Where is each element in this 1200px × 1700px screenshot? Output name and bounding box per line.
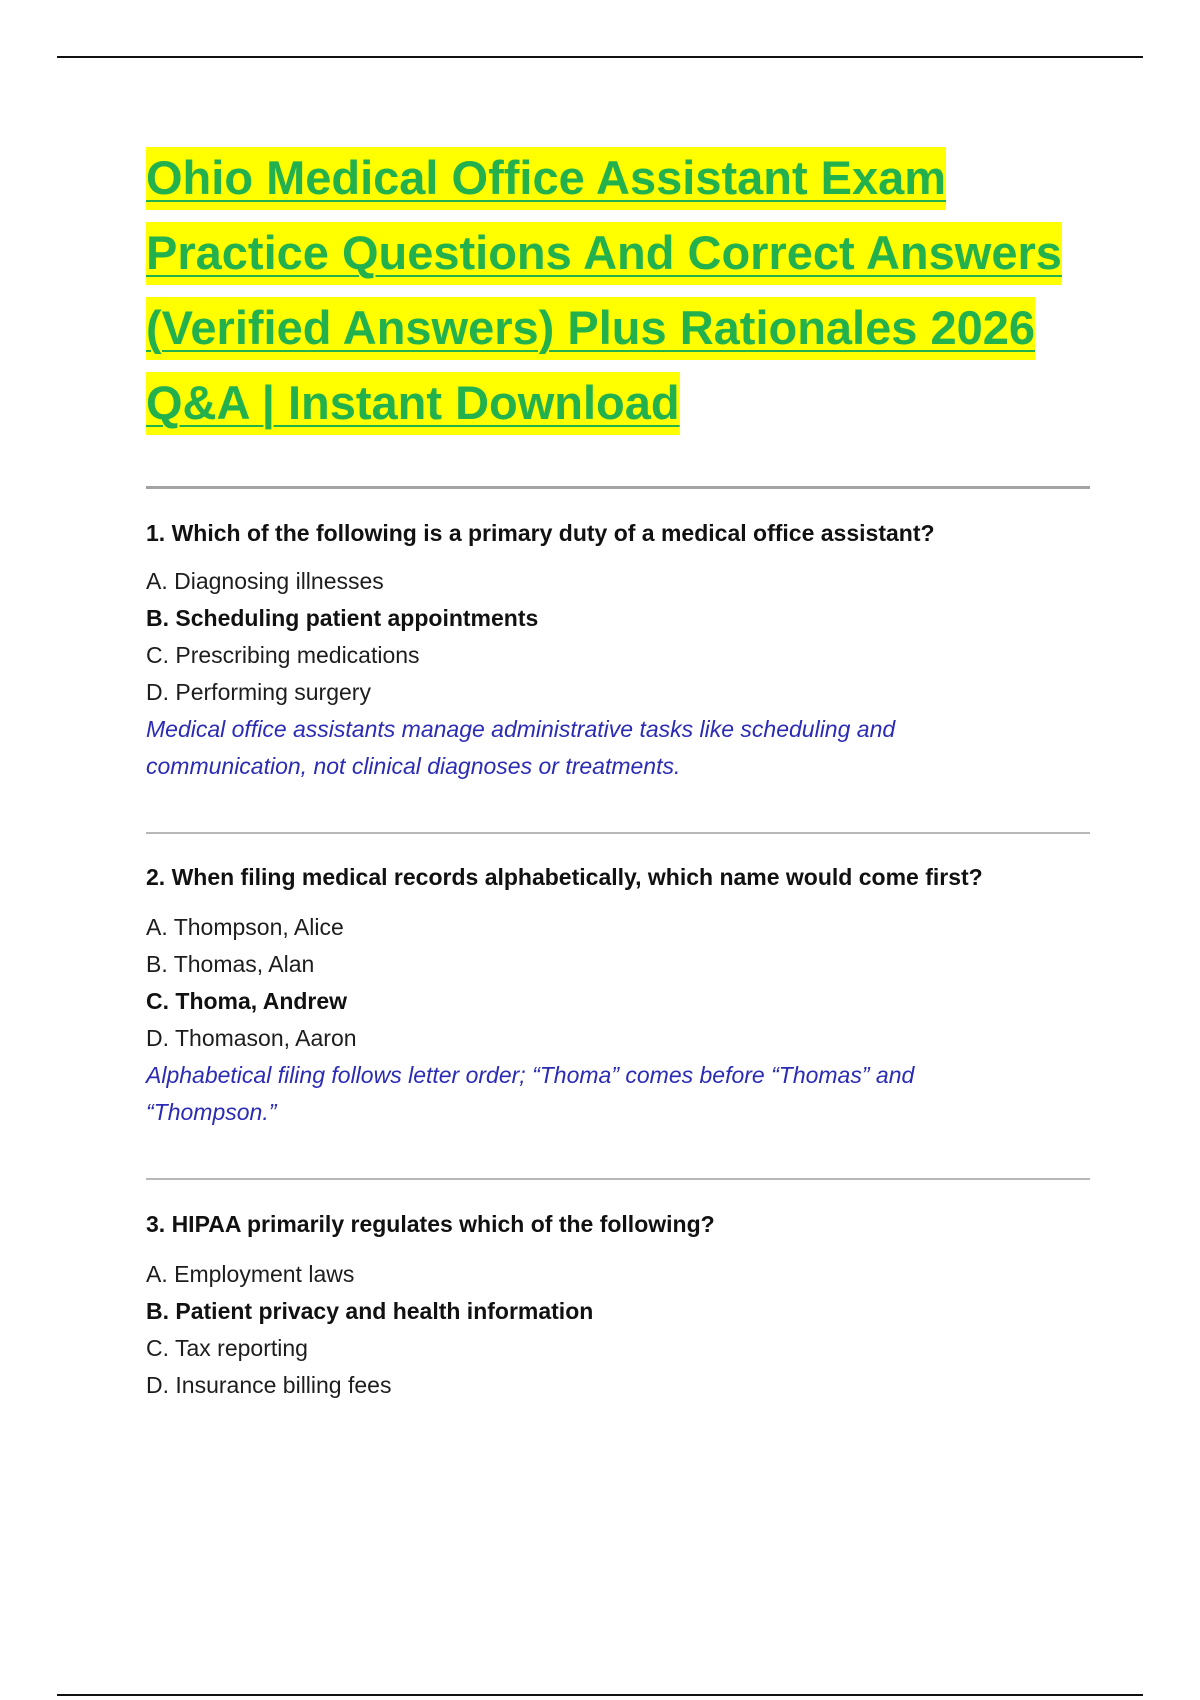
question-block-2 [146,832,1090,1131]
page-top-rule [57,56,1143,58]
answer-option: A. Diagnosing illnesses [146,568,384,594]
document-header [146,140,1090,440]
title-line: Ohio Medical Office Assistant Exam [146,147,946,210]
answer-option: D. Performing surgery [146,679,371,705]
answer-option: B. Thomas, Alan [146,951,315,977]
title-line: Q&A | Instant Download [146,372,680,435]
section-divider [146,832,1090,834]
question-prompt: 1. Which of the following is a primary duty of a medical office assistant? [146,520,935,546]
rationale-line: “Thompson.” [146,1099,277,1125]
answer-option-correct: B. Patient privacy and health information [146,1298,594,1324]
answer-option: D. Thomason, Aaron [146,1025,357,1051]
question-prompt: 2. When filing medical records alphabetically, which name would come first? [146,864,983,890]
answer-option: A. Employment laws [146,1261,355,1287]
answer-options [146,563,1090,711]
question-block-1 [146,486,1090,785]
page-bottom-rule [57,1694,1143,1696]
answer-option: C. Tax reporting [146,1335,308,1361]
rationale-line: Alphabetical filing follows letter order; “Thoma” comes before “Thomas” and [146,1062,915,1088]
answer-option-correct: B. Scheduling patient appointments [146,605,539,631]
question-block-3 [146,1178,1090,1404]
title-line: Practice Questions And Correct Answers [146,222,1062,285]
answer-options [146,1256,1090,1404]
answer-option: A. Thompson, Alice [146,914,344,940]
answer-option: C. Prescribing medications [146,642,420,668]
answer-option: D. Insurance billing fees [146,1372,392,1398]
answer-option-correct: C. Thoma, Andrew [146,988,348,1014]
document-title [146,140,1090,440]
answer-options [146,909,1090,1057]
rationale-line: communication, not clinical diagnoses or treatments. [146,753,681,779]
rationale-line: Medical office assistants manage administrative tasks like scheduling and [146,716,896,742]
section-divider [146,1178,1090,1180]
title-line: (Verified Answers) Plus Rationales 2026 [146,297,1035,360]
section-divider [146,486,1090,489]
question-prompt: 3. HIPAA primarily regulates which of the following? [146,1211,715,1237]
